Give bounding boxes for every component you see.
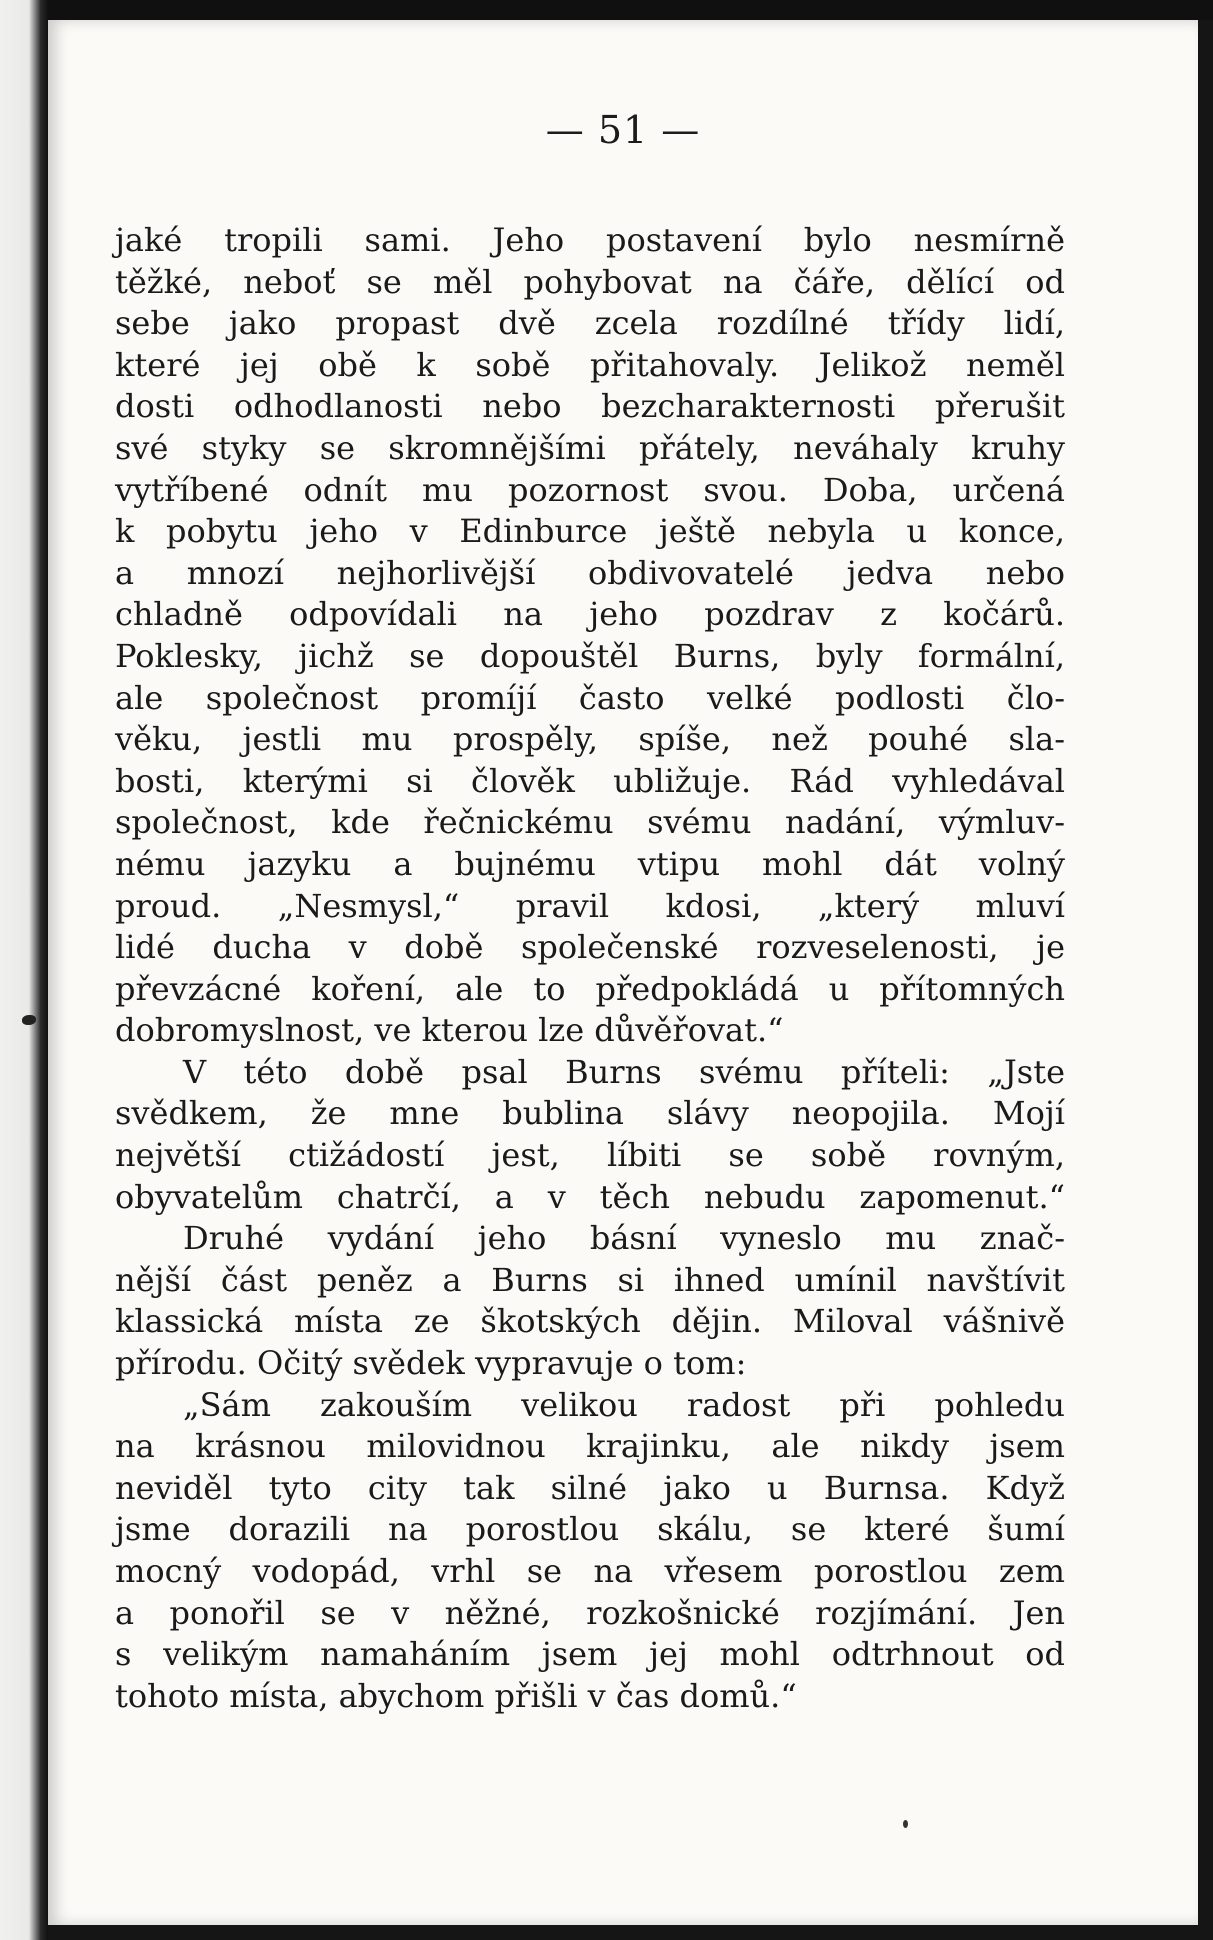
book-page (48, 20, 1198, 1925)
text-line: největší ctižádostí jest, líbiti se sobě rovným, (115, 1136, 1065, 1175)
text-line: chladně odpovídali na jeho pozdrav z kočárů. (115, 595, 1065, 634)
text-line: jaké tropili sami. Jeho postavení bylo nesmírně (115, 221, 1065, 259)
text-line: Poklesky, jichž se dopouštěl Burns, byly formální, (115, 636, 1065, 675)
text-line: tohoto místa, abychom přišli v čas domů.“ (115, 1676, 797, 1715)
text-line: neviděl tyto city tak silné jako u Burnsa. Když (115, 1468, 1065, 1507)
text-line: společnost, kde řečnickému svému nadání, výmluv- (115, 803, 1065, 842)
text-line: které jej obě k sobě přitahovaly. Jelikož neměl (115, 345, 1065, 384)
text-line: dosti odhodlanosti nebo bezcharakternosti přerušit (115, 387, 1065, 426)
page-number: — 51 — (545, 108, 701, 152)
text-line: ale společnost promíjí často velké podlosti člo- (115, 678, 1065, 717)
top-scan-border (0, 0, 1213, 20)
text-line: dobromyslnost, ve kterou lze důvěřovat.“ (115, 1011, 784, 1050)
text-line: proud. „Nesmysl,“ pravil kdosi, „který mluví (115, 886, 1065, 925)
text-line: s velikým namaháním jsem jej mohl odtrhnout od (115, 1635, 1065, 1674)
ink-mark (22, 1015, 36, 1025)
body-text (115, 220, 1065, 1717)
text-line: přírodu. Očitý svědek vypravuje o tom: (115, 1344, 747, 1383)
text-line: nější část peněz a Burns si ihned umínil navštívit (115, 1260, 1065, 1299)
text-line: nému jazyku a bujnému vtipu mohl dát volný (115, 844, 1065, 883)
text-line: na krásnou milovidnou krajinku, ale nikdy jsem (115, 1427, 1065, 1466)
text-line: převzácné koření, ale to předpokládá u přítomných (115, 969, 1065, 1008)
text-line: vytříbené odnít mu pozornost svou. Doba, určená (115, 470, 1065, 509)
text-line: obyvatelům chatrčí, a v těch nebudu zapomenut.“ (115, 1177, 1065, 1216)
text-line: těžké, neboť se měl pohybovat na čáře, dělící od (115, 262, 1065, 301)
text-line: svědkem, že mne bublina slávy neopojila. Mojí (115, 1094, 1065, 1133)
text-line: k pobytu jeho v Edinburce ještě nebyla u konce, (115, 512, 1065, 551)
text-line: své styky se skromnějšími přátely, neváhaly kruhy (115, 428, 1065, 467)
text-line: klassická místa ze škotských dějin. Miloval vášnivě (115, 1302, 1065, 1341)
text-line: a ponořil se v něžné, rozkošnické rozjímání. Jen (115, 1593, 1065, 1632)
left-scan-border (0, 0, 48, 1940)
ink-speck (903, 1820, 908, 1828)
text-line: lidé ducha v době společenské rozveselenosti, je (115, 928, 1065, 967)
text-line: sebe jako propast dvě zcela rozdílné třídy lidí, (115, 304, 1065, 343)
text-line: mocný vodopád, vrhl se na vřesem porostlou zem (115, 1552, 1065, 1590)
text-line: Druhé vydání jeho básní vyneslo mu znač- (183, 1219, 1065, 1258)
text-line: věku, jestli mu prospěly, spíše, než pouhé sla- (115, 720, 1065, 759)
text-line: bosti, kterými si člověk ubližuje. Rád vyhledával (115, 761, 1065, 800)
text-line: „Sám zakouším velikou radost při pohledu (183, 1385, 1065, 1424)
text-line: jsme dorazili na porostlou skálu, se které šumí (115, 1510, 1065, 1549)
text-line: a mnozí nejhorlivější obdivovatelé jedva nebo (115, 553, 1065, 592)
text-line: V této době psal Burns svému příteli: „Jste (183, 1052, 1065, 1091)
